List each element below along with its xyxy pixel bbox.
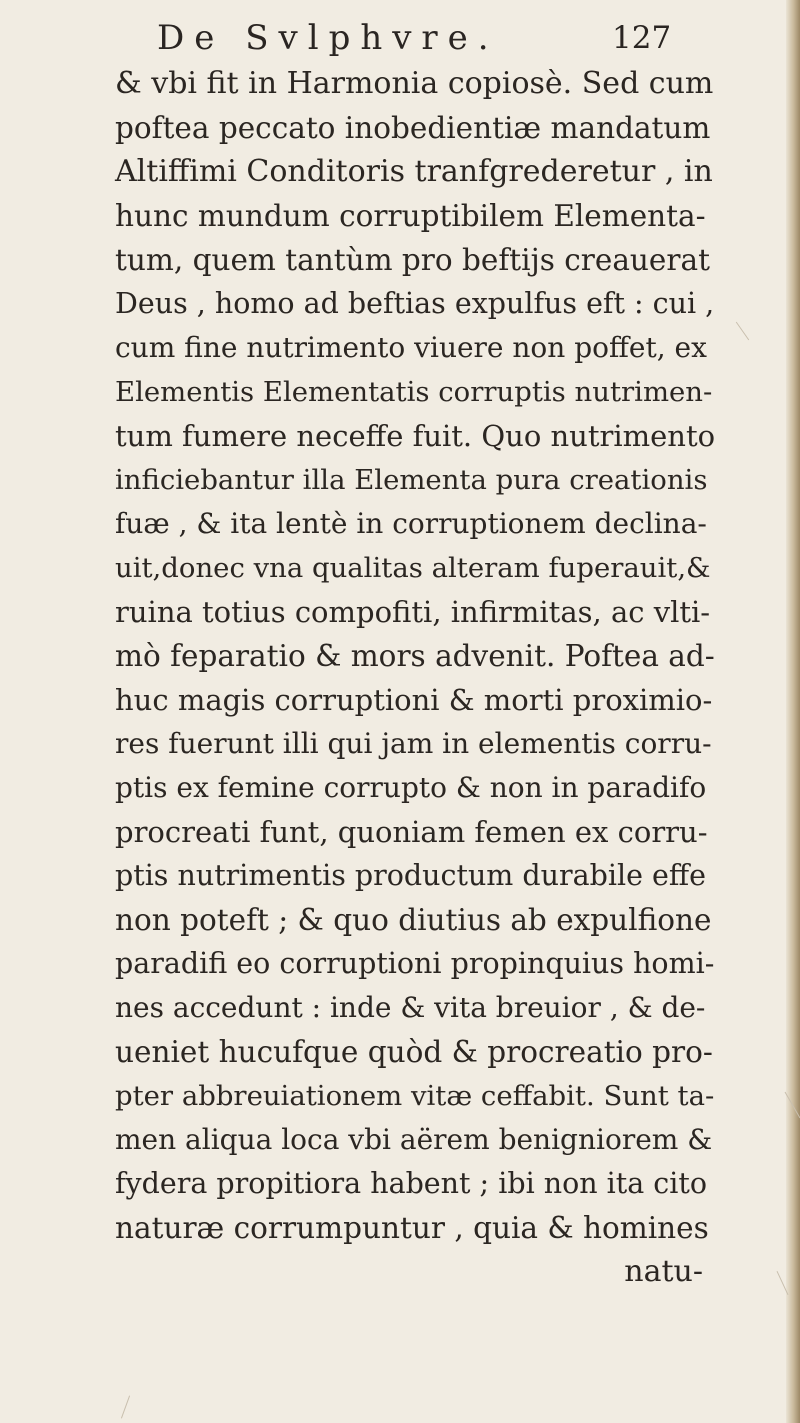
running-head <box>0 18 800 62</box>
text-line: Elementis Elementatis corruptis nutrimen- <box>115 376 713 408</box>
text-line: inficiebantur illa Elementa pura creationis <box>115 464 708 496</box>
text-line: cum fine nutrimento viuere non poffet, ex <box>115 331 707 364</box>
text-line: nes accedunt : inde & vita breuior , & de- <box>115 991 706 1024</box>
text-line: mò feparatio & mors advenit. Poftea ad- <box>115 639 715 673</box>
text-line: hunc mundum corruptibilem Elementa- <box>115 199 706 233</box>
text-line: ptis ex femine corrupto & non in paradifo <box>115 771 707 804</box>
text-line: res fuerunt illi qui jam in elementis corru- <box>115 727 712 760</box>
paper-crease <box>121 1396 130 1419</box>
text-line: fuæ , & ita lentè in corruptionem declina- <box>115 507 707 540</box>
catchword: natu- <box>624 1254 703 1289</box>
text-line: ueniet hucufque quòd & procreatio pro- <box>115 1035 713 1069</box>
paper-crease <box>736 322 749 341</box>
text-line: fydera propitiora habent ; ibi non ita cito <box>115 1167 707 1200</box>
text-line: ruina totius compofiti, infirmitas, ac vlti- <box>115 595 711 629</box>
text-line: huc magis corruptioni & morti proximio- <box>115 683 713 717</box>
page-edge-shadow <box>786 0 800 1423</box>
text-line: procreati funt, quoniam femen ex corru- <box>115 815 708 849</box>
text-line: poftea peccato inobedientiæ mandatum <box>115 111 711 145</box>
text-line: non poteft ; & quo diutius ab expulfione <box>115 903 712 937</box>
text-line: paradifi eo corruptioni propinquius homi- <box>115 947 715 980</box>
text-line: Altiffimi Conditoris tranfgrederetur , in <box>115 154 713 189</box>
text-line: & vbi fit in Harmonia copiosè. Sed cum <box>115 66 714 101</box>
text-line: Deus , homo ad beftias expulfus eft : cui , <box>115 287 715 320</box>
body-text <box>115 62 715 1294</box>
page-number: 127 <box>612 20 672 56</box>
text-line: pter abbreuiationem vitæ ceffabit. Sunt ta- <box>115 1080 715 1112</box>
text-line: naturæ corrumpuntur , quia & homines <box>115 1211 709 1245</box>
text-line: tum, quem tantùm pro beftijs creauerat <box>115 243 710 277</box>
text-line: men aliqua loca vbi aërem benigniorem & <box>115 1123 713 1156</box>
text-line: uit,donec vna qualitas alteram fuperauit,& <box>115 552 711 584</box>
running-title: De Svlphvre. <box>157 18 499 58</box>
text-line: tum fumere neceffe fuit. Quo nutrimento <box>115 419 716 453</box>
text-line: ptis nutrimentis productum durabile effe <box>115 859 706 892</box>
